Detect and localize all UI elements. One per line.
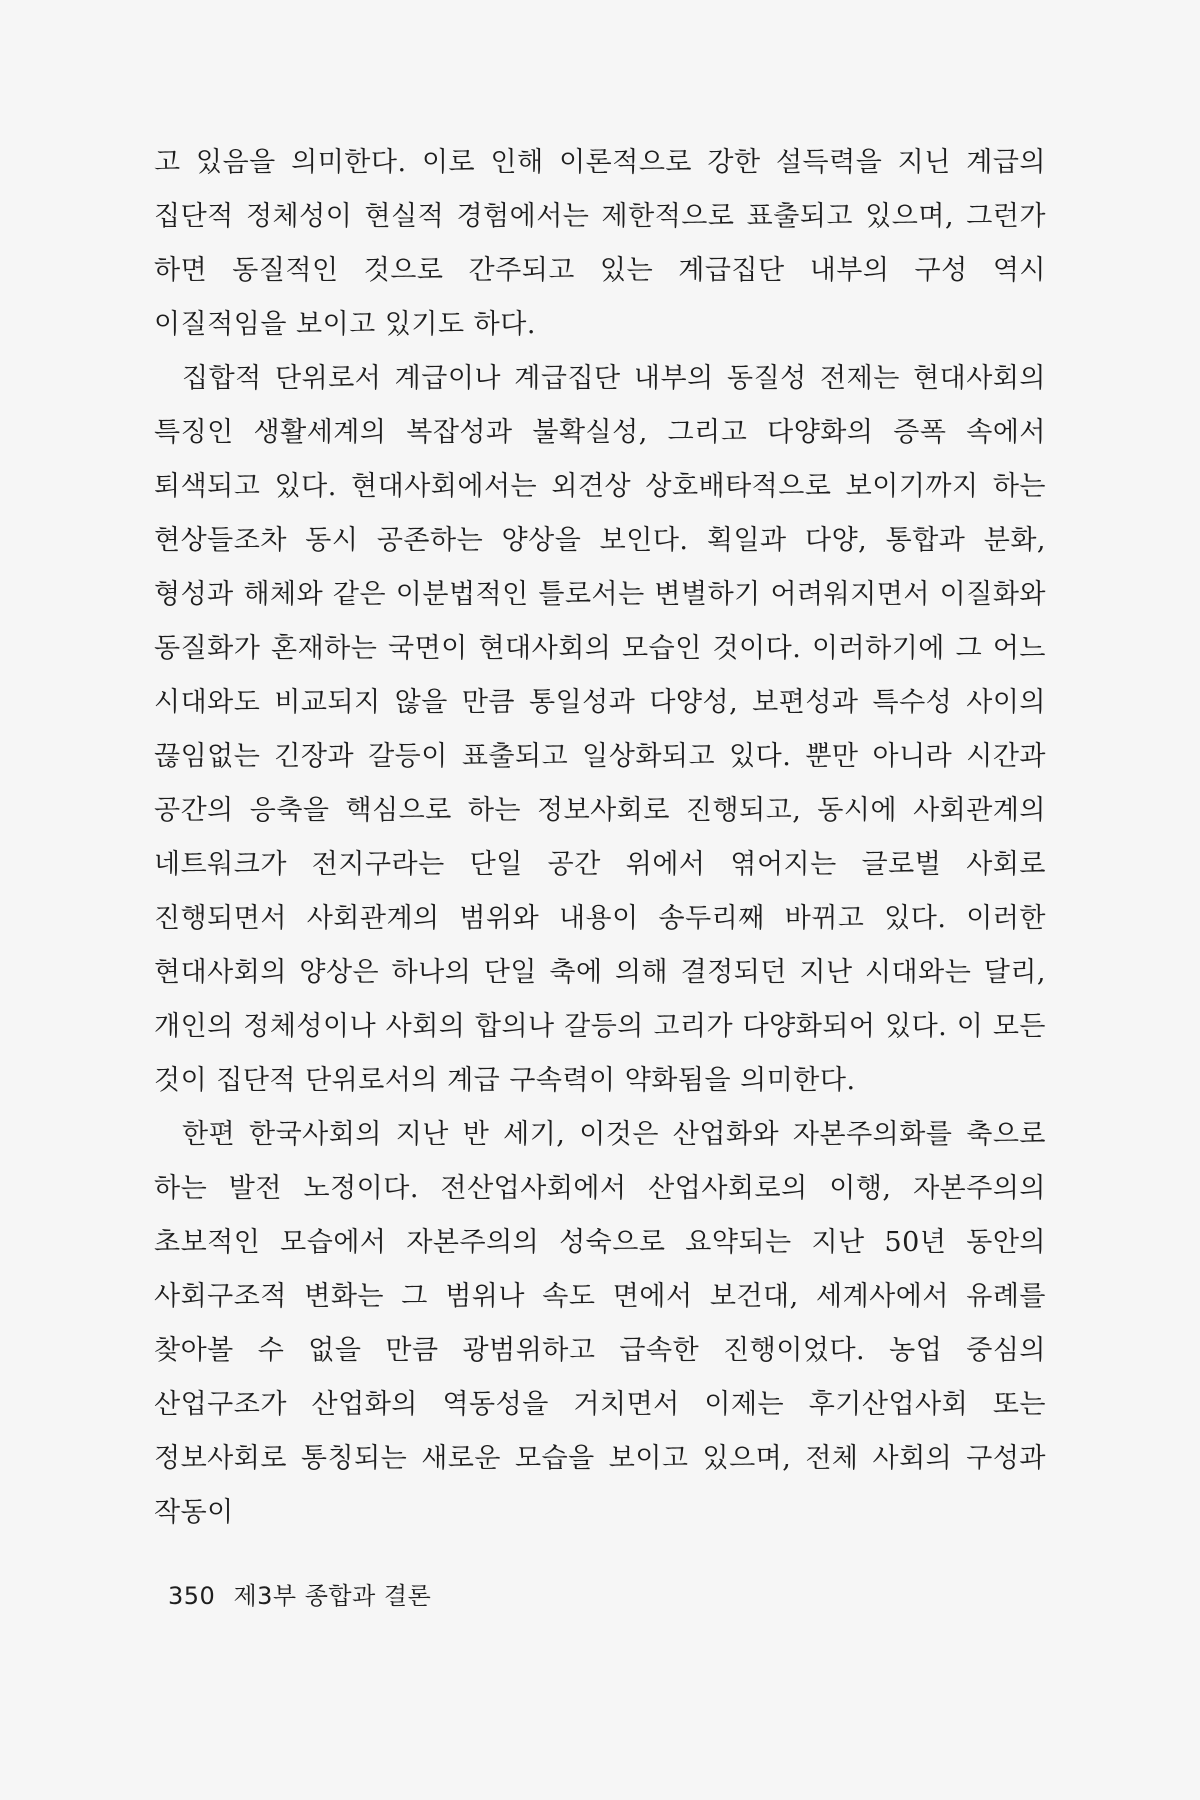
section-title: 종합과 결론 — [304, 1582, 432, 1610]
paragraph: 한편 한국사회의 지난 반 세기, 이것은 산업화와 자본주의화를 축으로 하는 발전 노정이다. 전산업사회에서 산업사회로의 이행, 자본주의의 초보적인 모습에서 자본주의의 성숙으로 요약되는 지난 50년 동안의 사회구조적 변화는 그 범위나 속도 면에서 보건대, 세계사에서 유례를 찾아볼 수 없을 만큼 광범위하고 급속한 진행이었다. 농업 중심의 산업구조가 산업화의 역동성을 거치면서 이제는 후기산업사회 또는 정보사회로 통칭되는 새로운 모습을 보이고 있으며, 전체 사회의 구성과 작동이 — [154, 1119, 1046, 1528]
page-footer — [168, 1576, 431, 1611]
paragraph: 집합적 단위로서 계급이나 계급집단 내부의 동질성 전제는 현대사회의 특징인 생활세계의 복잡성과 불확실성, 그리고 다양화의 증폭 속에서 퇴색되고 있다. 현대사회에서는 외견상 상호배타적으로 보이기까지 하는 현상들조차 동시 공존하는 양상을 보인다. 획일과 다양, 통합과 분화, 형성과 해체와 같은 이분법적인 틀로서는 변별하기 어려워지면서 이질화와 동질화가 혼재하는 국면이 현대사회의 모습인 것이다. 이러하기에 그 어느 시대와도 비교되지 않을 만큼 통일성과 다양성, 보편성과 특수성 사이의 끊임없는 긴장과 갈등이 표출되고 일상화되고 있다. 뿐만 아니라 시간과 공간의 응축을 핵심으로 하는 정보사회로 진행되고, 동시에 사회관계의 네트워크가 전지구라는 단일 공간 위에서 엮어지는 글로벌 사회로 진행되면서 사회관계의 범위와 내용이 송두리째 바뀌고 있다. 이러한 현대사회의 양상은 하나의 단일 축에 의해 결정되던 지난 시대와는 달리, 개인의 정체성이나 사회의 합의나 갈등의 고리가 다양화되어 있다. 이 모든 것이 집단적 단위로서의 계급 구속력이 약화됨을 의미한다. — [154, 363, 1046, 1096]
page-number: 350 — [168, 1582, 216, 1610]
body-text — [154, 136, 1046, 1540]
part-label: 제3부 — [233, 1582, 297, 1610]
paragraph-continued: 고 있음을 의미한다. 이로 인해 이론적으로 강한 설득력을 지닌 계급의 집단적 정체성이 현실적 경험에서는 제한적으로 표출되고 있으며, 그런가 하면 동질적인 것으로 간주되고 있는 계급집단 내부의 구성 역시 이질적임을 보이고 있기도 하다. — [154, 147, 1046, 340]
